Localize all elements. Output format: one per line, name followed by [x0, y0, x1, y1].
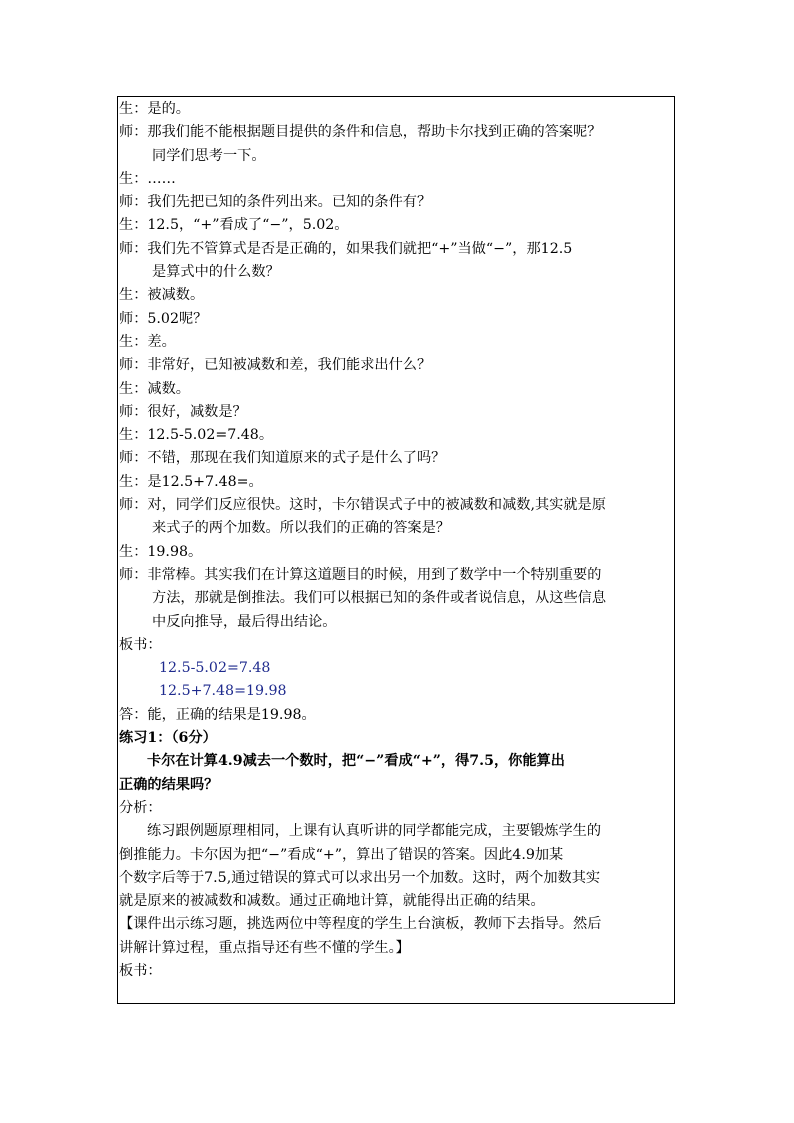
text-line: 师：我们先不管算式是否是正确的，如果我们就把“+”当做“−”，那12.5: [119, 240, 573, 257]
text-line: 12.5-5.02=7.48: [159, 660, 271, 677]
text-line: 生：减数。: [119, 380, 190, 397]
text-line: 中反向推导，最后得出结论。: [152, 613, 337, 630]
text-line: 来式子的两个加数。所以我们的正确的答案是？: [152, 520, 450, 537]
text-line: 师：5.02呢？: [119, 310, 208, 327]
text-line: 生：差。: [119, 333, 176, 350]
text-line: 分析：: [119, 799, 162, 816]
text-line: 正确的结果吗？: [119, 776, 219, 793]
text-line: 同学们思考一下。: [152, 147, 266, 164]
text-line: 个数字后等于7.5,通过错误的算式可以求出另一个加数。这时，两个加数其实: [119, 869, 601, 886]
text-line: 生：12.5，“+”看成了“−”，5.02。: [119, 217, 349, 234]
text-line: 就是原来的被减数和减数。通过正确地计算，就能得出正确的结果。: [119, 893, 545, 910]
text-line: 生：被减数。: [119, 287, 205, 304]
text-line: 答：能，正确的结果是19.98。: [119, 706, 316, 723]
text-line: 板书：: [119, 636, 162, 653]
text-line: 师：对，同学们反应很快。这时，卡尔错误式子中的被减数和减数,其实就是原: [119, 497, 606, 514]
text-line: 生：19.98。: [119, 543, 203, 560]
text-line: 卡尔在计算4.9减去一个数时，把“−”看成“+”，得7.5，你能算出: [147, 753, 565, 770]
text-line: 师：不错，那现在我们知道原来的式子是什么了吗？: [119, 450, 446, 467]
text-line: 12.5+7.48=19.98: [159, 683, 287, 700]
text-line: 师：非常棒。其实我们在计算这道题目的时候，用到了数学中一个特别重要的: [119, 566, 602, 583]
lesson-content: [119, 98, 671, 983]
text-line: 方法，那就是倒推法。我们可以根据已知的条件或者说信息，从这些信息: [152, 590, 607, 607]
text-line: 师：非常好，已知被减数和差，我们能求出什么？: [119, 357, 432, 374]
text-line: 练习1：（6分）: [119, 730, 217, 747]
text-line: 生：……: [119, 170, 176, 187]
text-line: 是算式中的什么数？: [152, 264, 280, 281]
text-line: 生：12.5-5.02=7.48。: [119, 427, 274, 444]
text-line: 板书：: [119, 962, 162, 979]
text-line: 师：那我们能不能根据题目提供的条件和信息，帮助卡尔找到正确的答案呢？: [119, 124, 602, 141]
text-line: 倒推能力。卡尔因为把“−”看成“+”，算出了错误的答案。因此4.9加某: [119, 846, 564, 863]
text-line: 师：很好，减数是？: [119, 403, 247, 420]
text-line: 【课件出示练习题，挑选两位中等程度的学生上台演板，教师下去指导。然后: [119, 916, 602, 933]
text-line: 讲解计算过程，重点指导还有些不懂的学生。】: [119, 939, 410, 956]
text-line: 生：是12.5+7.48=。: [119, 473, 263, 490]
text-line: 师：我们先把已知的条件列出来。已知的条件有？: [119, 194, 432, 211]
text-line: 生：是的。: [119, 101, 190, 117]
text-line: 练习跟例题原理相同，上课有认真听讲的同学都能完成，主要锻炼学生的: [147, 823, 602, 840]
